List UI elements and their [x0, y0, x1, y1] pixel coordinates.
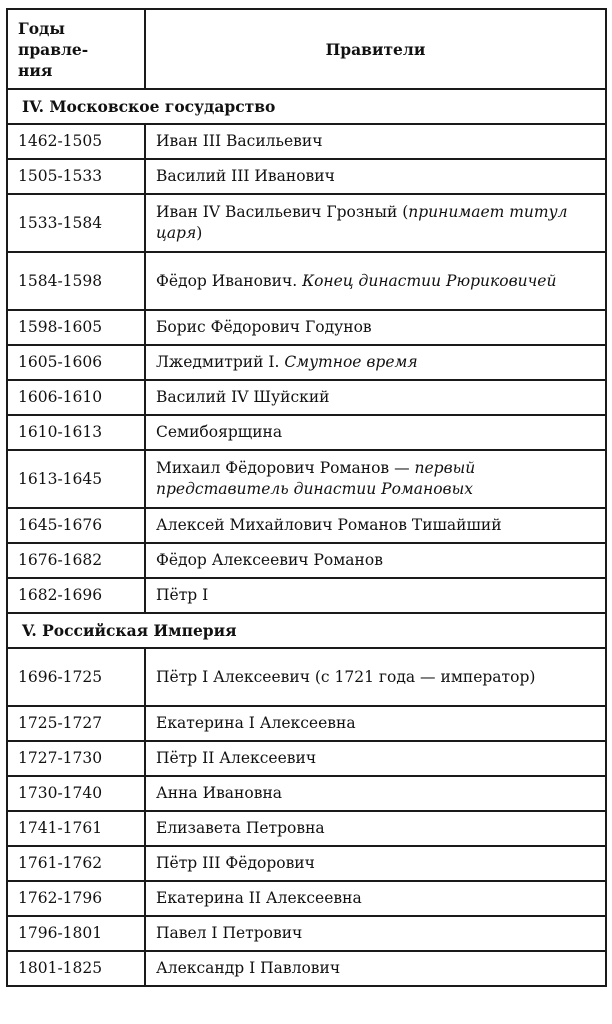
ruler-cell	[145, 380, 606, 415]
reign-years: 1606-1610	[7, 380, 145, 415]
table-row	[7, 578, 606, 613]
ruler-cell	[145, 252, 606, 310]
ruler-name: Пётр I	[156, 586, 209, 604]
table-row	[7, 380, 606, 415]
ruler-name: Анна Ивановна	[156, 784, 283, 802]
section-title: V. Российская Империя	[7, 613, 606, 648]
section-title: IV. Московское государство	[7, 89, 606, 124]
ruler-cell	[145, 578, 606, 613]
rulers-header: Правители	[145, 9, 606, 89]
reign-years: 1676-1682	[7, 543, 145, 578]
ruler-name: Фёдор Алексеевич Романов	[156, 551, 383, 569]
ruler-cell	[145, 881, 606, 916]
reign-years: 1762-1796	[7, 881, 145, 916]
ruler-cell	[145, 706, 606, 741]
header-row	[7, 9, 606, 89]
ruler-cell	[145, 450, 606, 508]
ruler-name: Борис Фёдорович Годунов	[156, 318, 372, 336]
table-body	[7, 89, 606, 986]
section-row	[7, 613, 606, 648]
ruler-name: Семибоярщина	[156, 423, 283, 441]
ruler-note: Смутное время	[284, 353, 418, 371]
ruler-name: Екатерина I Алексеевна	[156, 714, 356, 732]
ruler-cell	[145, 846, 606, 881]
ruler-name: Пётр I Алексеевич (с 1721 года — император)	[156, 667, 536, 686]
table-row	[7, 776, 606, 811]
ruler-name: Павел I Петрович	[156, 924, 303, 942]
years-header	[7, 9, 145, 89]
reign-years: 1505-1533	[7, 159, 145, 194]
reign-years: 1727-1730	[7, 741, 145, 776]
table-row	[7, 159, 606, 194]
table-row	[7, 252, 606, 310]
ruler-name: Фёдор Иванович.	[156, 271, 303, 290]
ruler-name: Лжедмитрий I.	[156, 353, 285, 371]
section-row	[7, 89, 606, 124]
ruler-cell	[145, 415, 606, 450]
ruler-name: Екатерина II Алексеевна	[156, 889, 362, 907]
ruler-note: первый представитель династии Романовых	[156, 459, 476, 498]
rulers-table	[6, 8, 607, 987]
reign-years: 1605-1606	[7, 345, 145, 380]
reign-years: 1613-1645	[7, 450, 145, 508]
reign-years: 1533-1584	[7, 194, 145, 252]
table-row	[7, 345, 606, 380]
ruler-cell	[145, 345, 606, 380]
table-row	[7, 415, 606, 450]
ruler-cell	[145, 916, 606, 951]
table-row	[7, 543, 606, 578]
reign-years: 1610-1613	[7, 415, 145, 450]
reign-years: 1598-1605	[7, 310, 145, 345]
ruler-name: Елизавета Петровна	[156, 819, 325, 837]
ruler-cell	[145, 124, 606, 159]
ruler-cell	[145, 811, 606, 846]
ruler-name: Иван IV Васильевич Грозный (	[156, 203, 409, 221]
ruler-cell	[145, 310, 606, 345]
table-row	[7, 706, 606, 741]
table-row	[7, 450, 606, 508]
ruler-name: Пётр III Фёдорович	[156, 854, 315, 872]
ruler-cell	[145, 741, 606, 776]
ruler-note: принимает титул царя	[156, 203, 568, 242]
reign-years: 1725-1727	[7, 706, 145, 741]
ruler-name: Алексей Михайлович Романов Тишайший	[156, 516, 502, 534]
table-row	[7, 741, 606, 776]
table-row	[7, 194, 606, 252]
reign-years: 1682-1696	[7, 578, 145, 613]
ruler-cell	[145, 776, 606, 811]
ruler-name: Иван III Васильевич	[156, 132, 323, 150]
ruler-name: Василий IV Шуйский	[156, 388, 330, 406]
reign-years: 1584-1598	[7, 252, 145, 310]
ruler-name: Пётр II Алексеевич	[156, 749, 317, 767]
table-row	[7, 916, 606, 951]
ruler-cell	[145, 159, 606, 194]
ruler-cell	[145, 508, 606, 543]
table-row	[7, 881, 606, 916]
ruler-note-tail: )	[196, 224, 203, 242]
reign-years: 1645-1676	[7, 508, 145, 543]
reign-years: 1761-1762	[7, 846, 145, 881]
ruler-cell	[145, 951, 606, 986]
table-row	[7, 811, 606, 846]
ruler-name: Михаил Фёдорович Романов —	[156, 459, 415, 477]
years-header-line2: правле-	[18, 39, 89, 59]
reign-years: 1801-1825	[7, 951, 145, 986]
ruler-cell	[145, 194, 606, 252]
reign-years: 1796-1801	[7, 916, 145, 951]
table-row	[7, 124, 606, 159]
reign-years: 1741-1761	[7, 811, 145, 846]
ruler-cell	[145, 648, 606, 706]
ruler-name: Александр I Павлович	[156, 959, 341, 977]
table-row	[7, 846, 606, 881]
ruler-cell	[145, 543, 606, 578]
table-row	[7, 310, 606, 345]
table-row	[7, 508, 606, 543]
years-header-line1: Годы	[18, 18, 65, 38]
table-row	[7, 648, 606, 706]
reign-years: 1696-1725	[7, 648, 145, 706]
years-header-line3: ния	[18, 60, 53, 80]
reign-years: 1462-1505	[7, 124, 145, 159]
table-row	[7, 951, 606, 986]
reign-years: 1730-1740	[7, 776, 145, 811]
ruler-note: Конец династии Рюриковичей	[302, 271, 557, 290]
ruler-name: Василий III Иванович	[156, 167, 335, 185]
